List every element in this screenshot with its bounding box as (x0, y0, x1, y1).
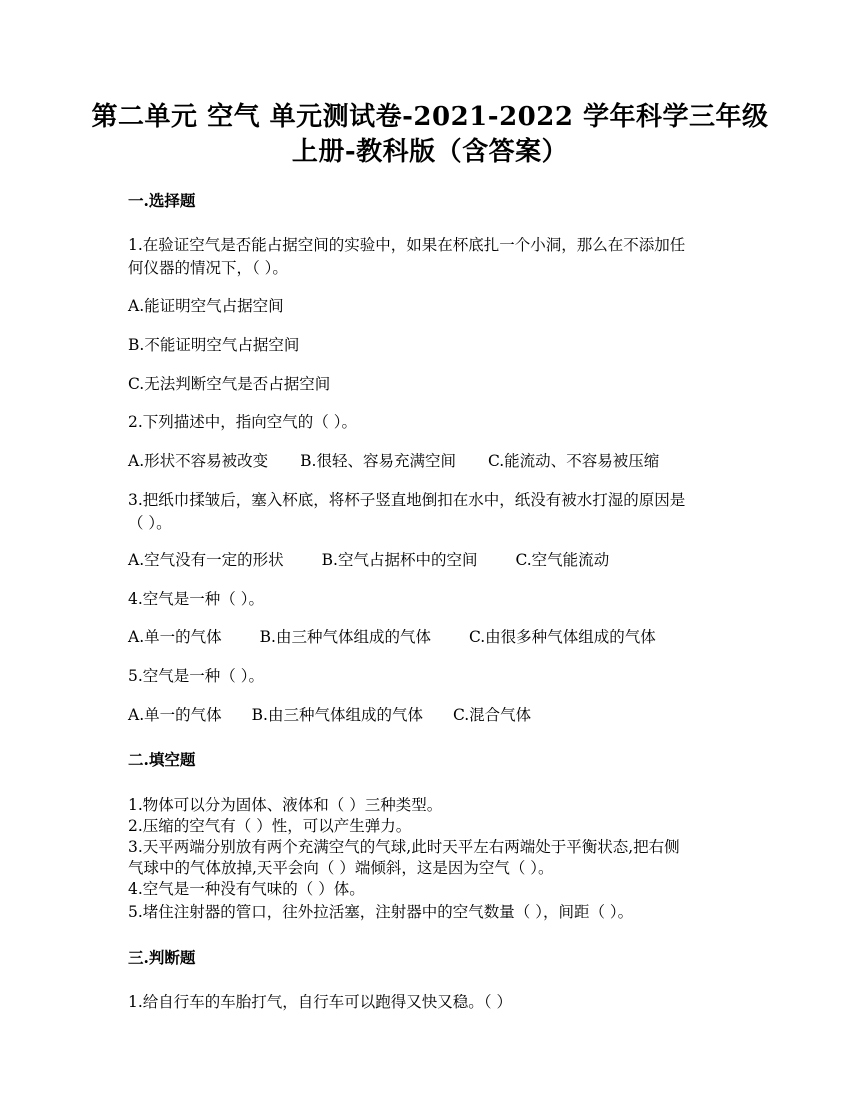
q5-stem: 5.空气是一种（ ）。 (128, 667, 264, 685)
document-title (90, 100, 770, 170)
judge-q1: 1.给自行车的车胎打气，自行车可以跑得又快又稳。（ ） (128, 993, 512, 1011)
q4-option-a: A.单一的气体 (128, 628, 222, 646)
q1-stem-line-2: 何仪器的情况下，（ ）。 (128, 259, 288, 277)
section-heading-fill: 二.填空题 (128, 750, 196, 769)
fill-line-5: 5.堵住注射器的管口，往外拉活塞，注射器中的空气数量（ ），间距（ ）。 (128, 903, 634, 921)
q4-options (128, 626, 656, 648)
q2-options (128, 450, 659, 472)
q4-option-c: C.由很多种气体组成的气体 (468, 628, 656, 646)
q3-option-c: C.空气能流动 (515, 551, 610, 569)
q1-option-b: B.不能证明空气占据空间 (128, 336, 300, 354)
q5-options (128, 704, 531, 726)
q3-option-a: A.空气没有一定的形状 (128, 551, 284, 569)
q1-stem-line-1: 1.在验证空气是否能占据空间的实验中，如果在杯底扎一个小洞，那么在不添加任 (128, 236, 686, 254)
q2-option-c: C.能流动、不容易被压缩 (487, 452, 660, 470)
q2-option-a: A.形状不容易被改变 (128, 452, 269, 470)
q4-option-b: B.由三种气体组成的气体 (259, 628, 431, 646)
title-line-1: 第二单元 空气 单元测试卷-2021-2022 学年科学三年级 (91, 102, 769, 132)
title-line-2: 上册-教科版（含答案） (291, 137, 569, 167)
q4-stem: 4.空气是一种（ ）。 (128, 590, 264, 608)
q5-option-b: B.由三种气体组成的气体 (251, 706, 423, 724)
q3-stem-line-2: （ ）。 (128, 514, 172, 532)
q1-option-c: C.无法判断空气是否占据空间 (128, 375, 331, 393)
q2-option-b: B.很轻、容易充满空间 (300, 452, 456, 470)
q5-option-c: C.混合气体 (452, 706, 532, 724)
q3-options (128, 549, 609, 571)
q2-stem: 2.下列描述中，指向空气的（ ）。 (128, 413, 357, 431)
q1-option-a: A.能证明空气占据空间 (128, 297, 284, 315)
fill-line-1: 1.物体可以分为固体、液体和（ ）三种类型。 (128, 796, 443, 814)
q5-option-a: A.单一的气体 (128, 706, 222, 724)
fill-line-3a: 3.天平两端分别放有两个充满空气的气球,此时天平左右两端处于平衡状态,把右侧 (128, 838, 680, 856)
section-heading-judge: 三.判断题 (128, 948, 196, 967)
fill-line-4: 4.空气是一种没有气味的（ ）体。 (128, 880, 365, 898)
q3-stem-line-1: 3.把纸巾揉皱后，塞入杯底，将杯子竖直地倒扣在水中，纸没有被水打湿的原因是 (128, 491, 686, 509)
q3-option-b: B.空气占据杯中的空间 (321, 551, 478, 569)
fill-line-2: 2.压缩的空气有（ ）性，可以产生弹力。 (128, 817, 412, 835)
section-heading-choice: 一.选择题 (128, 191, 196, 210)
fill-line-3b: 气球中的气体放掉,天平会向（ ）端倾斜，这是因为空气（ ）。 (128, 859, 554, 877)
